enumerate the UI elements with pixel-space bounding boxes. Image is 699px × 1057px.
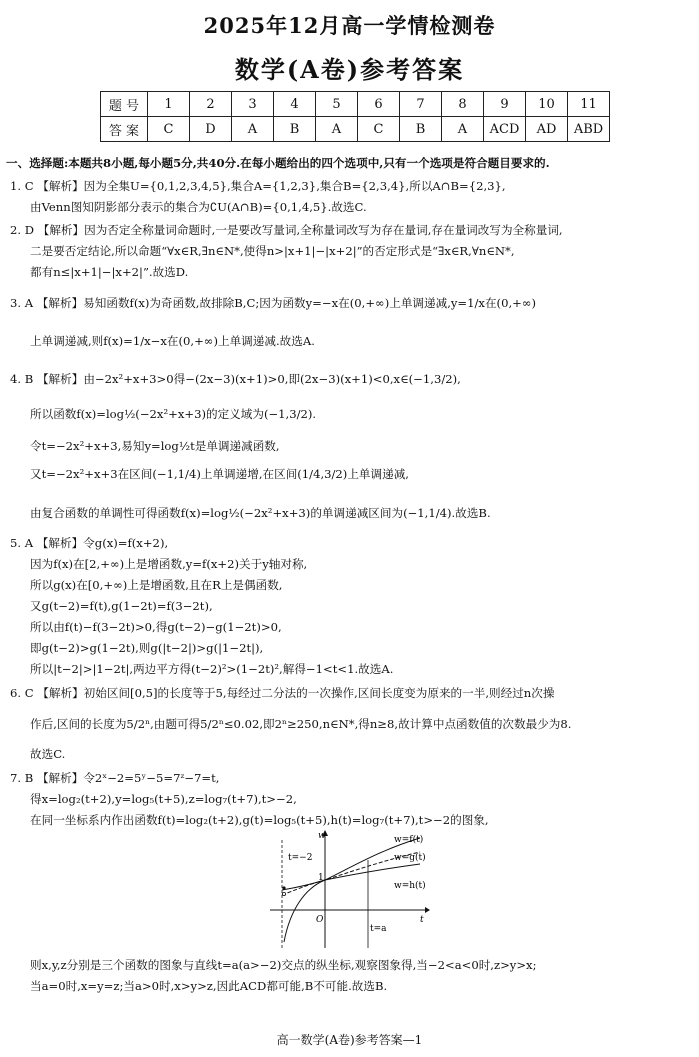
solution-line: 由Venn图知阴影部分表示的集合为∁U(A∩B)={0,1,4,5}.故选C. bbox=[30, 200, 367, 214]
solution-line: 令t=−2x²+x+3,易知y=log½t是单调递减函数, bbox=[30, 439, 280, 453]
answer-table bbox=[100, 91, 610, 142]
document-title: 2025年12月高一学情检测卷 bbox=[203, 13, 496, 38]
solution-line: 上单调递减,则f(x)=1/x−x在(0,+∞)上单调递减.故选A. bbox=[30, 334, 315, 348]
label-w-f: w=f(t) bbox=[394, 835, 424, 845]
answer-cell: C bbox=[358, 117, 400, 142]
origin-label: O bbox=[316, 915, 324, 925]
label-w-h: w=h(t) bbox=[394, 881, 426, 891]
row-head-answer: 答 案 bbox=[101, 117, 148, 142]
answer-cell: AD bbox=[526, 117, 568, 142]
solution-line: 当a=0时,x=y=z;当a>0时,x>y>z,因此ACD都可能,B不可能.故选B. bbox=[30, 979, 388, 993]
label-t-neg2: t=−2 bbox=[288, 853, 313, 863]
solution-line: 6. C 【解析】初始区间[0,5]的长度等于5,每经过二分法的一次操作,区间长度变为原来的一半,则经过n次操 bbox=[10, 686, 555, 700]
question-number-cell: 5 bbox=[316, 92, 358, 117]
label-w-g: w=g(t) bbox=[394, 853, 426, 863]
answer-cell: A bbox=[232, 117, 274, 142]
label-t-a: t=a bbox=[370, 924, 387, 934]
solution-line: 即g(t−2)>g(1−2t),则g(|t−2|)>g(|1−2t|), bbox=[30, 641, 264, 655]
answer-cell: A bbox=[316, 117, 358, 142]
label-one: 1 bbox=[318, 873, 324, 883]
solution-line: 二是要否定结论,所以命题“∀x∈R,∃n∈N*,使得n>|x+1|−|x+2|”的否定形式是“∃x∈R,∀n∈N*, bbox=[30, 244, 515, 258]
question-number-cell: 7 bbox=[400, 92, 442, 117]
function-graph bbox=[270, 830, 430, 950]
question-number-cell: 3 bbox=[232, 92, 274, 117]
solution-line: 一、选择题:本题共8小题,每小题5分,共40分.在每小题给出的四个选项中,只有一个选项是符合题目要求的. bbox=[6, 156, 550, 170]
answer-table-answer-row bbox=[101, 117, 610, 142]
question-number-cell: 6 bbox=[358, 92, 400, 117]
question-number-cell: 2 bbox=[190, 92, 232, 117]
solution-line: 3. A 【解析】易知函数f(x)为奇函数,故排除B,C;因为函数y=−x在(0,+∞)上单调递减,y=1/x在(0,+∞) bbox=[10, 296, 537, 310]
solution-line: 又t=−2x²+x+3在区间(−1,1/4)上单调递增,在区间(1/4,3/2)上单调递减, bbox=[30, 467, 409, 481]
axis-label-t: t bbox=[420, 915, 424, 925]
solution-line: 2. D 【解析】因为否定全称量词命题时,一是要改写量词,全称量词改写为存在量词,存在量词改写为全称量词, bbox=[10, 223, 563, 237]
solution-line: 在同一坐标系内作出函数f(t)=log₂(t+2),g(t)=log₅(t+5),h(t)=log₇(t+7),t>−2的图象, bbox=[30, 813, 489, 827]
solution-line: 由复合函数的单调性可得函数f(x)=log½(−2x²+x+3)的单调递减区间为(−1,1/4).故选B. bbox=[30, 506, 491, 520]
solution-line: 4. B 【解析】由−2x²+x+3>0得−(2x−3)(x+1)>0,即(2x−3)(x+1)<0,x∈(−1,3/2), bbox=[10, 372, 461, 386]
answer-cell: ABD bbox=[568, 117, 610, 142]
answer-cell: A bbox=[442, 117, 484, 142]
question-number-cell: 8 bbox=[442, 92, 484, 117]
solution-line: 所以由f(t)−f(3−2t)>0,得g(t−2)−g(1−2t)>0, bbox=[30, 620, 282, 634]
document-subtitle: 数学(A卷)参考答案 bbox=[234, 55, 465, 84]
question-number-cell: 11 bbox=[568, 92, 610, 117]
solution-line: 又g(t−2)=f(t),g(1−2t)=f(3−2t), bbox=[30, 599, 213, 613]
answer-cell: B bbox=[400, 117, 442, 142]
solution-line: 1. C 【解析】因为全集U={0,1,2,3,4,5},集合A={1,2,3},集合B={2,3,4},所以A∩B={2,3}, bbox=[10, 179, 506, 193]
axis-label-w: w bbox=[318, 831, 326, 841]
solution-line: 因为f(x)在[2,+∞)上是增函数,y=f(x+2)关于y轴对称, bbox=[30, 557, 308, 571]
solution-line: 5. A 【解析】令g(x)=f(x+2), bbox=[10, 536, 169, 550]
answer-cell: ACD bbox=[484, 117, 526, 142]
answer-cell: B bbox=[274, 117, 316, 142]
answer-table-number-row bbox=[101, 92, 610, 117]
solution-line: 所以g(x)在[0,+∞)上是增函数,且在R上是偶函数, bbox=[30, 578, 283, 592]
solution-line: 则x,y,z分别是三个函数的图象与直线t=a(a>−2)交点的纵坐标,观察图象得,当−2<a<0时,z>y>x; bbox=[30, 958, 537, 972]
question-number-cell: 4 bbox=[274, 92, 316, 117]
answer-cell: C bbox=[148, 117, 190, 142]
solution-line: 得x=log₂(t+2),y=log₅(t+5),z=log₇(t+7),t>−2, bbox=[30, 792, 297, 806]
solution-line: 作后,区间的长度为5/2ⁿ,由题可得5/2ⁿ≤0.02,即2ⁿ≥250,n∈N*,得n≥8,故计算中点函数值的次数最少为8. bbox=[30, 717, 572, 731]
page-footer: 高一数学(A卷)参考答案—1 bbox=[276, 1033, 423, 1047]
answer-cell: D bbox=[190, 117, 232, 142]
solution-line: 所以|t−2|>|1−2t|,两边平方得(t−2)²>(1−2t)²,解得−1<t<1.故选A. bbox=[30, 662, 394, 676]
solution-line: 所以函数f(x)=log½(−2x²+x+3)的定义域为(−1,3/2). bbox=[30, 407, 317, 421]
question-number-cell: 1 bbox=[148, 92, 190, 117]
solution-line: 7. B 【解析】令2ˣ−2=5ʸ−5=7ᶻ−7=t, bbox=[10, 771, 220, 785]
question-number-cell: 10 bbox=[526, 92, 568, 117]
row-head-number: 题 号 bbox=[101, 92, 148, 117]
solution-line: 都有n≤|x+1|−|x+2|”.故选D. bbox=[30, 265, 189, 279]
solution-line: 故选C. bbox=[30, 747, 66, 761]
question-number-cell: 9 bbox=[484, 92, 526, 117]
